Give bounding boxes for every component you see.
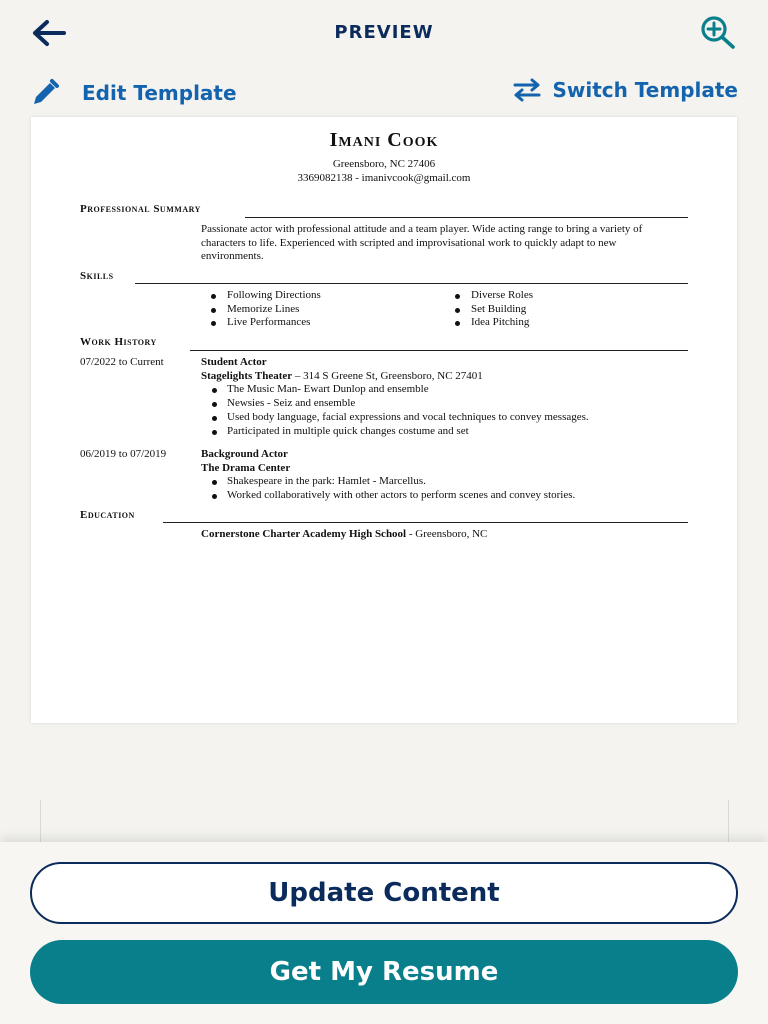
- skills-list-right: [445, 289, 533, 330]
- switch-template-label: Switch Template: [552, 78, 738, 102]
- section-divider: [190, 350, 688, 351]
- job-bullet: Shakespeare in the park: Hamlet - Marcellus.: [201, 475, 701, 489]
- edit-template-label: Edit Template: [82, 81, 237, 105]
- summary-text: Passionate actor with professional attitude and a team player. Wide acting range to bring a variety of characters to life. Experienced with scripted and improvisational work to quickly adapt to new environments.: [201, 223, 643, 263]
- job-employer-line: [201, 370, 701, 384]
- job-bullet: The Music Man- Ewart Dunlop and ensemble: [201, 383, 701, 397]
- bottom-action-panel: [0, 842, 768, 1024]
- section-divider: [245, 217, 688, 218]
- zoom-in-icon: [698, 14, 738, 50]
- job-entry: [201, 356, 701, 438]
- job-dates: 06/2019 to 07/2019: [80, 448, 167, 460]
- job-title: Student Actor: [201, 356, 267, 368]
- job-employer: The Drama Center: [201, 461, 291, 474]
- edit-template-button[interactable]: [30, 78, 237, 108]
- skill-item: Idea Pitching: [445, 316, 533, 330]
- switch-template-button[interactable]: [512, 78, 738, 102]
- section-heading-education: Education: [80, 509, 141, 521]
- school-location: - Greensboro, NC: [406, 528, 488, 540]
- skill-item: Diverse Roles: [445, 289, 533, 303]
- zoom-in-button[interactable]: [698, 14, 738, 50]
- skill-item: Memorize Lines: [201, 303, 321, 317]
- next-page-edge: [40, 800, 41, 845]
- next-page-edge: [728, 800, 729, 845]
- job-employer-line: [201, 462, 701, 476]
- section-divider: [135, 283, 688, 284]
- job-dates: 07/2022 to Current: [80, 356, 164, 368]
- job-bullet: Participated in multiple quick changes costume and set: [201, 425, 701, 439]
- resume-address: Greensboro, NC 27406: [332, 158, 436, 170]
- resume-preview: [31, 117, 737, 723]
- skills-list-left: [201, 289, 321, 330]
- job-title: Background Actor: [201, 448, 288, 460]
- education-entry: [201, 528, 487, 540]
- top-bar: [0, 0, 768, 64]
- school-name: Cornerstone Charter Academy High School: [201, 528, 407, 540]
- job-bullet: Worked collaboratively with other actors to perform scenes and convey stories.: [201, 489, 701, 503]
- section-heading-summary: Professional Summary: [80, 203, 207, 215]
- job-entry: [201, 448, 701, 503]
- section-divider: [163, 522, 688, 523]
- page-title: PREVIEW: [334, 22, 434, 43]
- section-heading-work: Work History: [80, 336, 163, 348]
- pencil-icon: [30, 78, 60, 108]
- get-my-resume-button[interactable]: Get My Resume: [30, 940, 738, 1004]
- update-content-button[interactable]: Update Content: [30, 862, 738, 924]
- resume-name: Imani Cook: [329, 129, 439, 151]
- job-bullet-list: [201, 475, 701, 502]
- template-actions: [0, 72, 768, 112]
- job-employer: Stagelights Theater: [201, 369, 293, 382]
- job-location: – 314 S Greene St, Greensboro, NC 27401: [292, 369, 483, 382]
- section-heading-skills: Skills: [80, 270, 120, 282]
- job-bullet: Newsies - Seiz and ensemble: [201, 397, 701, 411]
- resume-phone-email: 3369082138 - imanivcook@gmail.com: [297, 172, 471, 184]
- skill-item: Set Building: [445, 303, 533, 317]
- job-bullet-list: [201, 383, 701, 438]
- swap-arrows-icon: [512, 78, 542, 102]
- skill-item: Live Performances: [201, 316, 321, 330]
- skill-item: Following Directions: [201, 289, 321, 303]
- job-bullet: Used body language, facial expressions and vocal techniques to convey messages.: [201, 411, 701, 425]
